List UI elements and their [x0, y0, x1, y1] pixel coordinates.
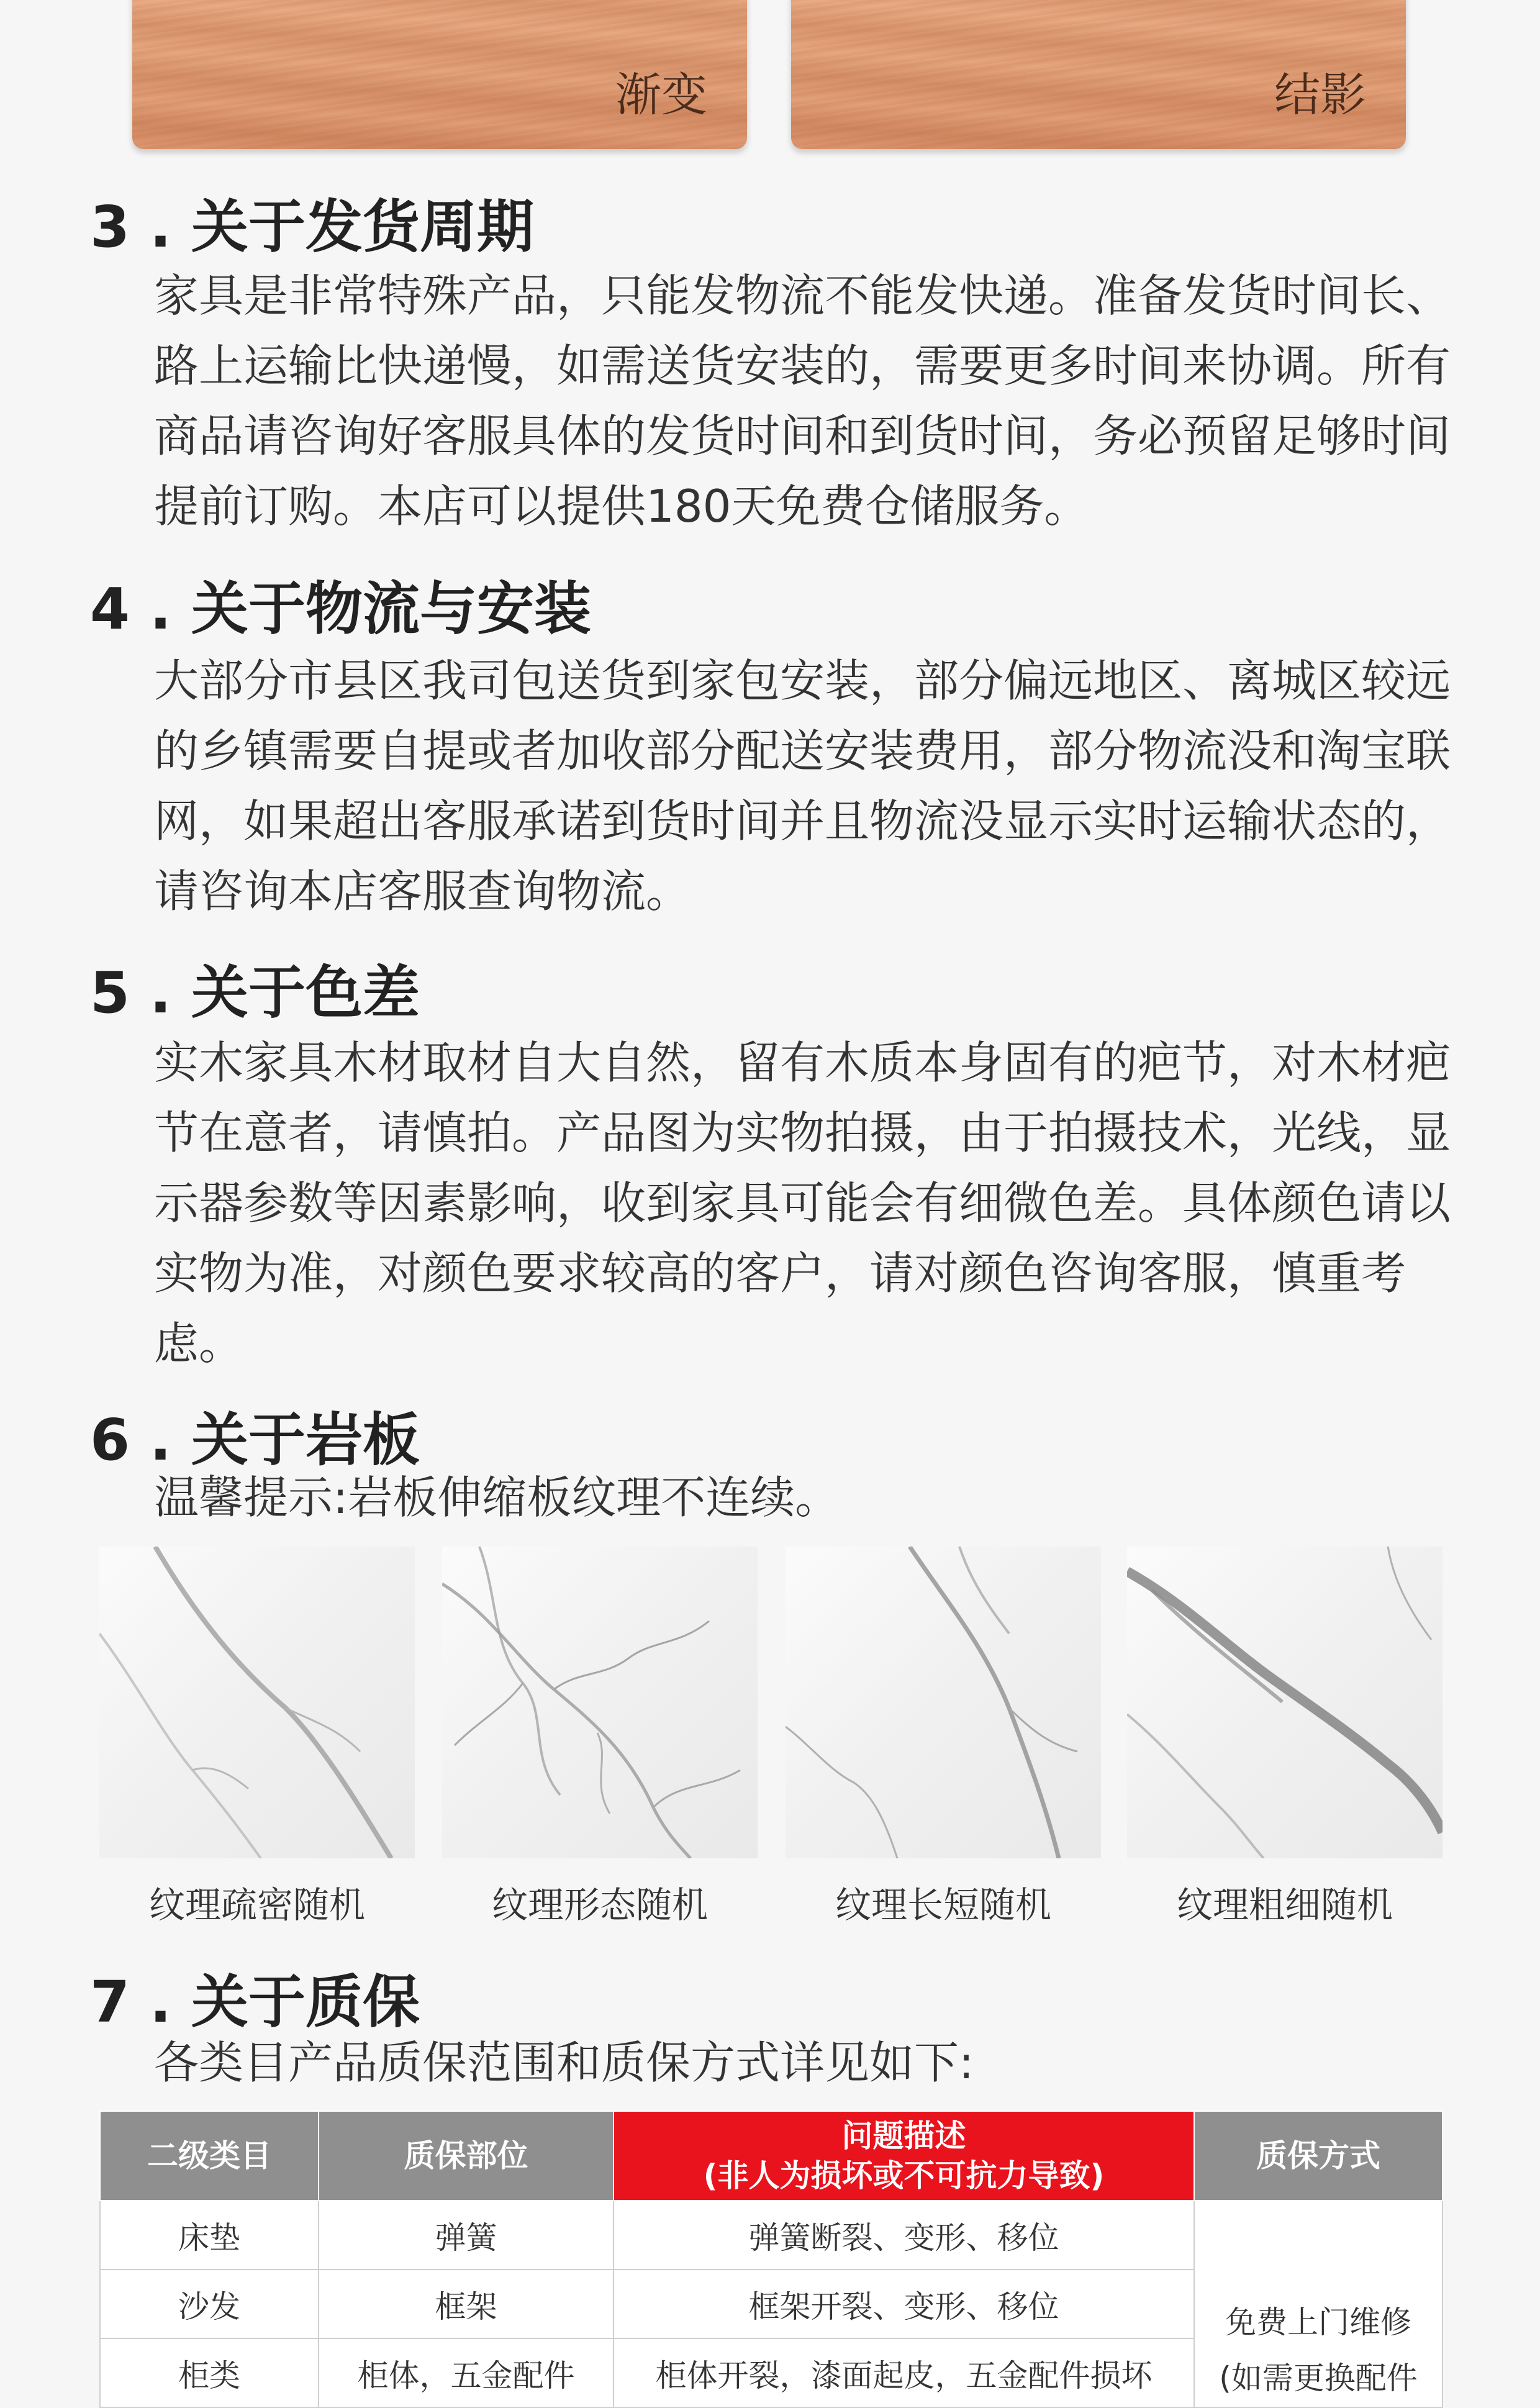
section-title-logistics: 4 . 关于物流与安装 [90, 576, 592, 642]
section-title-warranty: 7 . 关于质保 [90, 1969, 420, 2035]
header-issue-line1: 问题描述 [841, 2118, 966, 2154]
section-text-slate: 温馨提示:岩板伸缩板纹理不连续。 [154, 1471, 840, 1524]
tile-caption: 纹理粗细随机 [1176, 1884, 1393, 1926]
section-title-color: 5 . 关于色差 [90, 960, 420, 1026]
warranty-line: 免费上门维修 [1225, 2304, 1411, 2340]
header-issue-line2: (非人为损坏或不可抗力导致) [703, 2158, 1105, 2194]
cell-part: 框架 [319, 2269, 614, 2338]
cell-part: 柜体，五金配件 [319, 2338, 614, 2407]
header-part: 质保部位 [319, 2111, 614, 2201]
section-title-slate: 6 . 关于岩板 [90, 1407, 420, 1473]
section-text-color: 实木家具木材取材自大自然，留有木质本身固有的疤节，对木材疤节在意者，请慎拍。产品图为实物拍摄，由于拍摄技术，光线，显示器参数等因素影响，收到家具可能会有细微色差。具体颜色请以实物为准，对颜色要求较高的客户，请对颜色咨询客服，慎重考虑。 [154, 1037, 1451, 1370]
cell-issue: 柜体开裂，漆面起皮，五金配件损坏 [614, 2338, 1194, 2407]
cell-issue: 弹簧断裂、变形、移位 [614, 2201, 1194, 2269]
marble-tile-thickness [1127, 1547, 1443, 1858]
cell-category: 床垫 [100, 2201, 319, 2269]
cell-part: 弹簧 [319, 2201, 614, 2269]
marble-tile-density [99, 1547, 415, 1858]
tile-caption: 纹理疏密随机 [148, 1884, 365, 1926]
section-text-warranty: 各类目产品质保范围和质保方式详见如下: [154, 2037, 974, 2089]
header-issue [614, 2111, 1194, 2201]
table-row [100, 2201, 1443, 2269]
warranty-table [99, 2110, 1443, 2408]
swatch-label: 结影 [1274, 68, 1366, 122]
cell-category: 沙发 [100, 2269, 319, 2338]
wood-swatch-gradient [132, 0, 747, 149]
wood-swatch-knot [791, 0, 1406, 149]
marble-tile-length [786, 1547, 1101, 1858]
section-title-shipping: 3 . 关于发货周期 [90, 194, 535, 260]
tile-caption: 纹理长短随机 [835, 1884, 1051, 1926]
marble-tile-shape [442, 1547, 758, 1858]
table-header-row [100, 2111, 1443, 2201]
header-category: 二级类目 [100, 2111, 319, 2201]
section-text-shipping: 家具是非常特殊产品，只能发物流不能发快递。准备发货时间长、路上运输比快递慢，如需送货安装的，需要更多时间来协调。所有商品请咨询好客服具体的发货时间和到货时间，务必预留足够时间提前订购。本店可以提供180天免费仓储服务。 [154, 270, 1451, 532]
tile-caption: 纹理形态随机 [491, 1884, 708, 1926]
cell-warranty-method [1194, 2201, 1443, 2407]
warranty-line: (如需更换配件 [1219, 2360, 1418, 2396]
swatch-label: 渐变 [615, 68, 707, 122]
cell-category: 柜类 [100, 2338, 319, 2407]
header-method: 质保方式 [1194, 2111, 1443, 2201]
cell-issue: 框架开裂、变形、移位 [614, 2269, 1194, 2338]
section-text-logistics: 大部分市县区我司包送货到家包安装，部分偏远地区、离城区较远的乡镇需要自提或者加收部分配送安装费用，部分物流没和淘宝联网，如果超出客服承诺到货时间并且物流没显示实时运输状态的，请咨询本店客服查询物流。 [154, 655, 1451, 917]
